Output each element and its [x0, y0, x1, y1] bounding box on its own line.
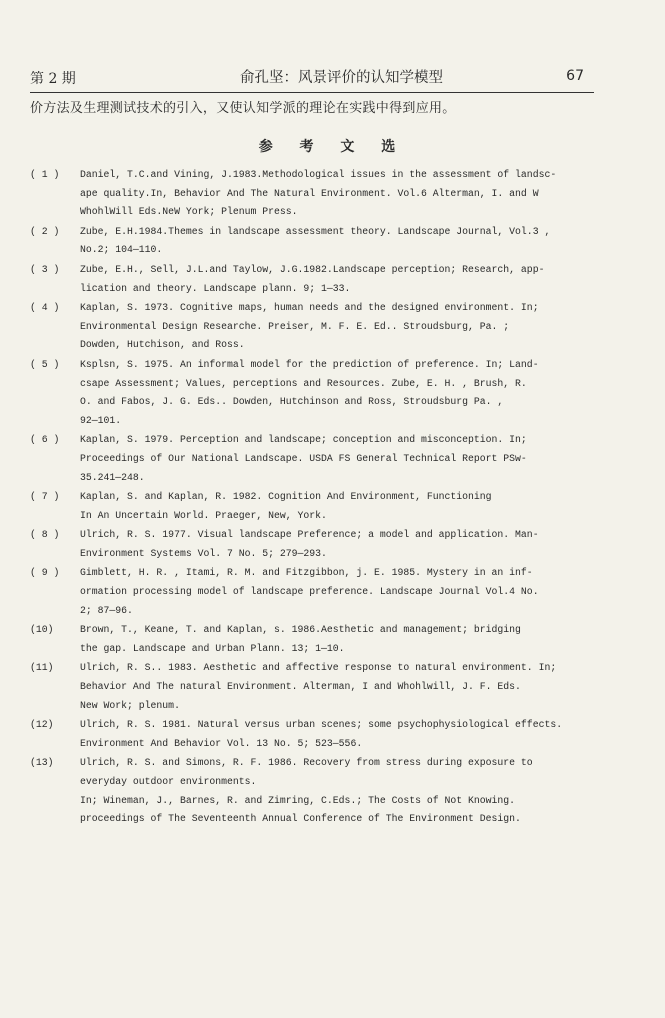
reference-number: ( 8 ) [30, 529, 60, 541]
reference-number: ( 9 ) [30, 567, 60, 579]
reference-line: Zube, E.H., Sell, J.L.and Taylow, J.G.1982.Landscape perception; Research, app- [80, 263, 545, 275]
reference-line: O. and Fabos, J. G. Eds.. Dowden, Hutchinson and Ross, Stroudsburg Pa. , [80, 396, 504, 408]
references-heading: 参 考 文 选 [258, 139, 407, 155]
reference-line: 92—101. [80, 414, 122, 426]
reference-number: ( 1 ) [30, 169, 60, 180]
reference-item [30, 261, 586, 298]
reference-item [30, 716, 586, 753]
reference-line: Dowden, Hutchison, and Ross. [80, 339, 245, 351]
reference-line: Daniel, T.C.and Vining, J.1983.Methodological issues in the assessment of landsc- [80, 169, 557, 180]
intro-text: 价方法及生理测试技术的引入，又使认知学派的理论在实践中得到应用。 [30, 101, 456, 116]
issue-number: 第 2 期 [30, 71, 76, 87]
reference-line: Zube, E.H.1984.Themes in landscape assessment theory. Landscape Journal, Vol.3 , [80, 225, 551, 237]
reference-item [30, 431, 586, 487]
reference-line: ape quality.In, Behavior And The Natural Environment. Vol.6 Alterman, I. and W [80, 187, 539, 199]
reference-item [30, 223, 586, 260]
reference-line: everyday outdoor environments. [80, 776, 257, 787]
reference-number: ( 2 ) [30, 225, 60, 237]
running-title: 俞孔坚：风景评价的认知学模型 [240, 70, 443, 86]
reference-line: 2; 87—96. [80, 604, 133, 616]
reference-item [30, 659, 586, 715]
reference-number: ( 6 ) [30, 434, 60, 446]
reference-line: Ulrich, R. S.. 1983. Aesthetic and affective response to natural environment. In; [80, 662, 557, 674]
reference-line: csape Assessment; Values, perceptions and Resources. Zube, E. H. , Brush, R. [80, 377, 527, 389]
reference-line: Kaplan, S. and Kaplan, R. 1982. Cognition And Environment, Functioning [80, 491, 492, 503]
reference-line: In; Wineman, J., Barnes, R. and Zimring, C.Eds.; The Costs of Not Knowing. [80, 794, 516, 806]
reference-line: Brown, T., Keane, T. and Kaplan, s. 1986.Aesthetic and management; bridging [80, 624, 521, 636]
reference-number: ( 5 ) [30, 358, 60, 370]
reference-line: Environment And Behavior Vol. 13 No. 5; 523—556. [80, 737, 363, 749]
page-header [30, 66, 590, 90]
reference-line: Environmental Design Researche. Preiser, M. F. E. Ed.. Stroudsburg, Pa. ; [80, 320, 510, 332]
reference-item [30, 166, 586, 222]
reference-item [30, 754, 586, 828]
reference-line: New Work; plenum. [80, 699, 180, 711]
reference-line: 35.241—248. [80, 471, 145, 483]
reference-line: No.2; 104—110. [80, 244, 163, 256]
reference-line: the gap. Landscape and Urban Plann. 13; 1—10. [80, 642, 345, 654]
reference-list [30, 166, 586, 830]
reference-line: WhohlWill Eds.NeW York; Plenum Press. [80, 206, 298, 218]
reference-item [30, 356, 586, 430]
reference-line: Kaplan, S. 1979. Perception and landscape; conception and misconception. In; [80, 434, 527, 446]
reference-item [30, 526, 586, 563]
reference-number: ( 4 ) [30, 302, 60, 314]
reference-number: ( 3 ) [30, 263, 60, 275]
reference-line: Gimblett, H. R. , Itami, R. M. and Fitzgibbon, j. E. 1985. Mystery in an inf- [80, 567, 533, 579]
reference-item [30, 299, 586, 355]
reference-item [30, 564, 586, 620]
reference-line: Proceedings of Our National Landscape. USDA FS General Technical Report PSw- [80, 452, 527, 464]
page-number: 67 [566, 68, 584, 84]
header-rule [30, 92, 594, 93]
reference-line: Ksplsn, S. 1975. An informal model for the prediction of preference. In; Land- [80, 358, 539, 370]
reference-line: Behavior And The natural Environment. Alterman, I and Whohlwill, J. F. Eds. [80, 681, 521, 693]
reference-line: In An Uncertain World. Praeger, New, York. [80, 509, 327, 521]
reference-number: ( 7 ) [30, 491, 60, 503]
reference-number: (10) [30, 624, 54, 636]
reference-line: Ulrich, R. S. and Simons, R. F. 1986. Recovery from stress during exposure to [80, 757, 533, 769]
reference-number: (11) [30, 662, 54, 674]
reference-item [30, 488, 586, 525]
reference-line: Kaplan, S. 1973. Cognitive maps, human needs and the designed environment. In; [80, 302, 539, 314]
reference-number: (12) [30, 719, 54, 731]
reference-line: ormation processing model of landscape preference. Landscape Journal Vol.4 No. [80, 586, 539, 598]
reference-line: Environment Systems Vol. 7 No. 5; 279—293. [80, 547, 327, 559]
reference-item [30, 621, 586, 658]
reference-line: Ulrich, R. S. 1977. Visual landscape Preference; a model and application. Man- [80, 529, 539, 541]
reference-line: Ulrich, R. S. 1981. Natural versus urban scenes; some psychophysiological effects. [80, 719, 563, 731]
reference-line: proceedings of The Seventeenth Annual Conference of The Environment Design. [80, 813, 521, 825]
reference-line: lication and theory. Landscape plann. 9; 1—33. [80, 282, 351, 294]
reference-number: (13) [30, 757, 54, 769]
